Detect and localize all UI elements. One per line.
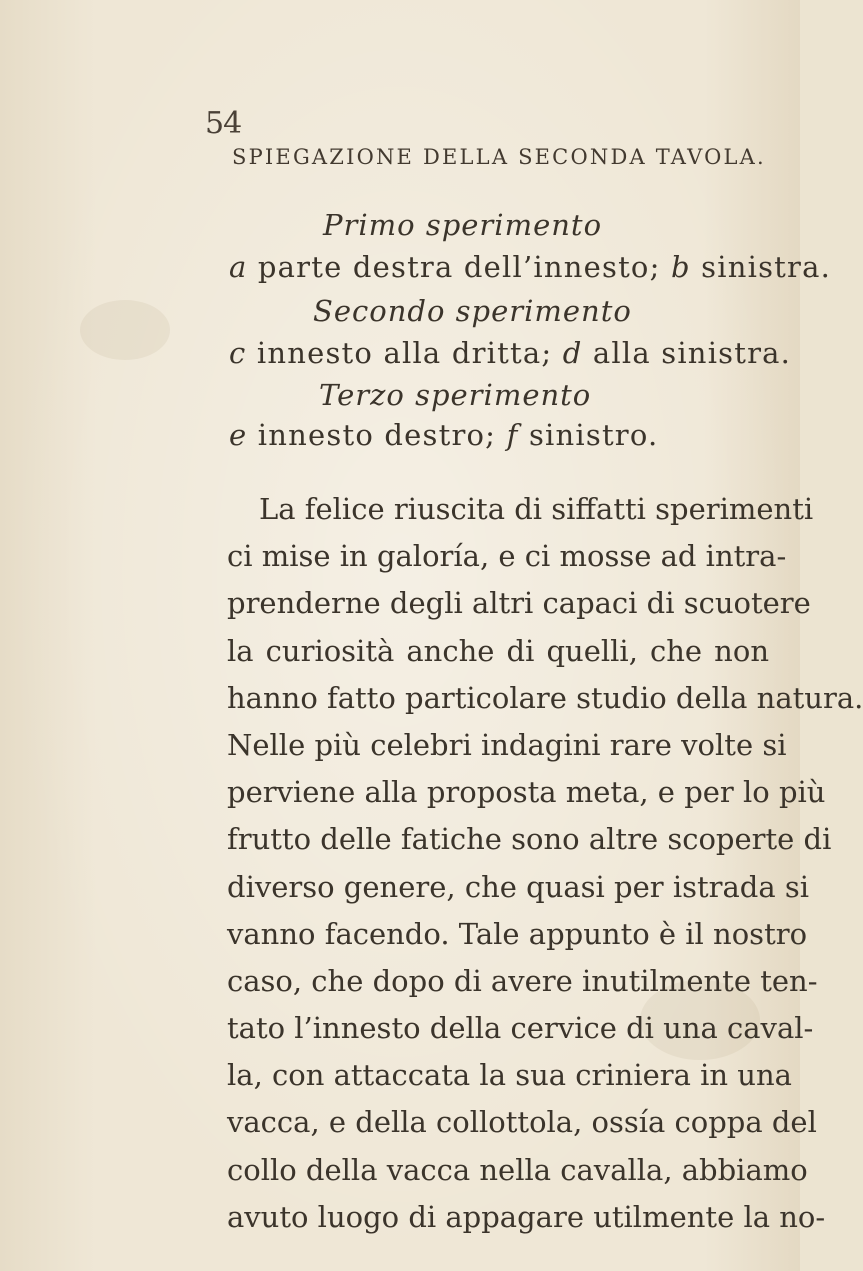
text-line: La felice riuscita di siffatti sperimenti [259,492,814,526]
description-text: innesto destro; [257,418,497,452]
figure-letter: d [562,336,583,370]
text-line: tato l’innesto della cervice di una caval- [227,1011,814,1046]
text-line: diverso genere, che quasi per istrada si [227,869,810,904]
text-line: collo della vacca nella cavalla, abbiamo [227,1152,808,1187]
experiment-desc-2 [229,336,791,370]
figure-letter: a [229,250,248,284]
figure-letter: e [229,418,248,452]
text-line: caso, che dopo di avere inutilmente ten- [227,963,818,998]
text-line: hanno fatto particolare studio della natura. [227,680,863,715]
paper-stain [80,300,170,360]
text-line: la, con attaccata la sua criniera in una [227,1058,792,1093]
description-text: parte destra dell’innesto; [257,250,661,284]
figure-letter: b [670,250,691,284]
experiment-title-3: Terzo sperimento [319,378,592,412]
description-text: sinistra. [701,250,831,284]
text-line: ci mise in galoría, e ci mosse ad intra- [227,539,787,574]
page-number: 54 [205,106,242,141]
description-text: alla sinistra. [592,336,792,370]
experiment-title-1: Primo sperimento [323,208,603,242]
text-line: prenderne degli altri capaci di scuotere [227,586,811,621]
text-line: vanno facendo. Tale appunto è il nostro [227,916,808,951]
text-line: vacca, e della collottola, ossía coppa del [227,1105,817,1140]
text-line: frutto delle fatiche sono altre scoperte di [227,822,832,857]
running-head: SPIEGAZIONE DELLA SECONDA TAVOLA. [232,145,766,169]
text-line: perviene alla proposta meta, e per lo più [227,775,826,810]
text-line: la curiosità anche di quelli, che non [227,633,769,668]
text-line: Nelle più celebri indagini rare volte si [227,727,787,762]
figure-letter: c [229,336,247,370]
text-line: avuto luogo di appagare utilmente la no- [227,1199,826,1234]
description-text: innesto alla dritta; [256,336,553,370]
description-text: sinistro. [528,418,659,452]
body-paragraph [227,486,863,1241]
experiment-title-2: Secondo sperimento [313,294,632,328]
experiment-desc-3 [229,418,658,452]
figure-letter: f [506,418,519,452]
experiment-desc-1 [229,250,831,284]
